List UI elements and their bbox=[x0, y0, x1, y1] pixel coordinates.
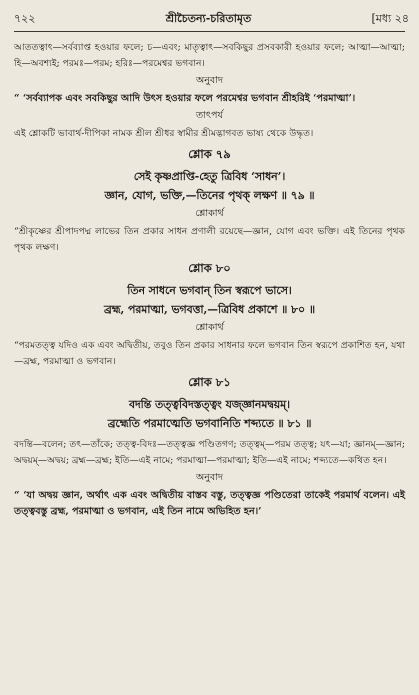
section-heading-meaning: শ্লোকার্থ bbox=[195, 322, 224, 333]
section-heading-translation: অনুবাদ bbox=[196, 472, 223, 483]
sloka-number: শ্লোক ৮১ bbox=[188, 375, 231, 389]
section-heading-purport: তাৎপর্য bbox=[196, 110, 223, 121]
book-title: শ্রীচৈতন্য-চরিতামৃত bbox=[165, 12, 252, 25]
page-number: ৭২২ bbox=[14, 12, 36, 25]
verse-line: সেই কৃষ্ণপ্রাপ্তি-হেতু ত্রিবিধ ‘সাধন’। bbox=[133, 170, 286, 183]
word-meaning-text: আততত্বাৎ—সর্বব্যাপ্ত হওয়ার ফলে; চ—এবং; মাতৃত্বাৎ—সবকিছুর প্রসবকারী হওয়ার ফলে; আত্মা—আত্মা; হি—অবশ্যই; পরমঃ—পরম; হরিঃ—পরমেশ্বর ভগবান। bbox=[14, 42, 405, 69]
word-meaning-text: বদন্তি—বলেন; তৎ—তাঁকে; তত্ত্ব-বিদঃ—তত্ত্বজ্ঞ পণ্ডিতগণ; তত্ত্বম্—পরম তত্ত্ব; যৎ—যা; জ্ঞানম্—জ্ঞান; অদ্বয়ম্—অদ্বয়; ব্রহ্ম—ব্রহ্ম; ইতি—এই নামে; পরমাত্মা—পরমাত্মা; ইতি—এই নামে; শব্দ্যতে—কথিত হন। bbox=[14, 439, 405, 466]
verse-line: ব্রহ্মেতি পরমাত্মেতি ভগবানিতি শব্দ্যতে ॥ ৮১ ॥ bbox=[107, 417, 312, 430]
section-heading-translation: অনুবাদ bbox=[196, 75, 223, 86]
sloka-number: শ্লোক ৮০ bbox=[188, 261, 231, 275]
verse-line: জ্ঞান, যোগ, ভক্তি,—তিনের পৃথক্ লক্ষণ ॥ ৭৯ ॥ bbox=[104, 189, 315, 202]
section-heading-meaning: শ্লোকার্থ bbox=[195, 208, 224, 219]
sloka-meaning-text: “পরমতত্ত্ব যদিও এক এবং অদ্বিতীয়, তবুও তিন প্রকার সাধনার ফলে ভগবান তিন স্বরূপে প্রকাশিত হন, যথা—ব্রহ্ম, পরমাত্মা ও ভগবান। bbox=[14, 340, 405, 367]
running-header bbox=[8, 8, 409, 28]
purport-text: এই শ্লোকটি ভাবার্থ-দীপিকা নামক শ্রীল শ্রীধর স্বামীর শ্রীমদ্ভাগবত ভাষ্য থেকে উদ্ধৃত। bbox=[14, 128, 314, 139]
verse-line: বদন্তি তত্ত্ববিদস্তত্ত্বং যজ্জ্ঞানমদ্বয়ম্। bbox=[129, 398, 290, 411]
sloka-meaning-text: “শ্রীকৃষ্ণের শ্রীপাদপদ্ম লাভের তিন প্রকার সাধন প্রণালী রয়েছে—জ্ঞান, যোগ এবং ভক্তি। এই তিনের পৃথক পৃথক লক্ষণ। bbox=[14, 226, 405, 253]
header-rule bbox=[14, 31, 405, 32]
page-body bbox=[14, 40, 405, 520]
translation-text: “ ‘যা অদ্বয় জ্ঞান, অর্থাৎ এক এবং অদ্বিতীয় বাস্তব বস্তু, তত্ত্বজ্ঞ পণ্ডিতেরা তাকেই পরমার্থ বলেন। এই তত্ত্ববস্তু ব্রহ্ম, পরমাত্মা ও ভগবান, এই তিন নামে অভিহিত হন।’ bbox=[14, 490, 405, 517]
translation-text: “ ‘সর্বব্যাপক এবং সবকিছুর আদি উৎস হওয়ার ফলে পরমেশ্বর ভগবান শ্রীহরিই ‘পরমাত্মা’। bbox=[14, 93, 356, 104]
sloka-number: শ্লোক ৭৯ bbox=[188, 147, 231, 161]
verse-line: ব্রহ্ম, পরমাত্মা, ভগবত্তা,—ত্রিবিধ প্রকাশে ॥ ৮০ ॥ bbox=[104, 303, 315, 316]
verse-line: তিন সাধনে ভগবান্ তিন স্বরূপে ভাসে। bbox=[127, 284, 292, 297]
chapter-label: [মধ্য ২৪ bbox=[371, 12, 409, 25]
